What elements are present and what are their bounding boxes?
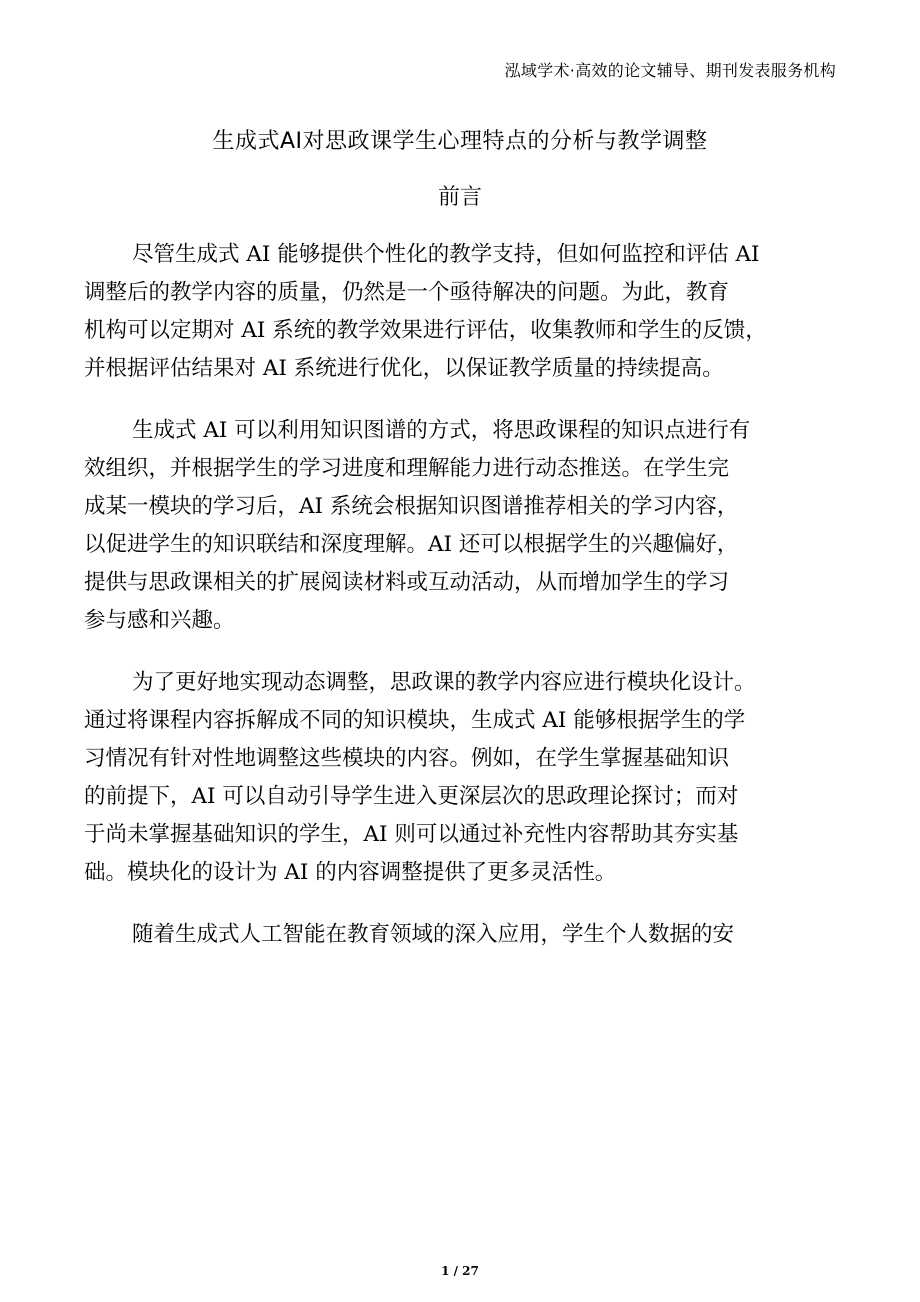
- page-number: 1 / 27: [441, 1264, 479, 1278]
- paragraph-line: 以促进学生的知识联结和深度理解。AI 还可以根据学生的兴趣偏好，: [84, 532, 739, 557]
- paragraph: [84, 916, 844, 954]
- paragraph-line: 随着生成式人工智能在教育领域的深入应用，学生个人数据的安: [132, 922, 735, 947]
- paragraph-line: 并根据评估结果对 AI 系统进行优化，以保证教学质量的持续提高。: [84, 356, 724, 381]
- paragraph: [84, 412, 844, 640]
- paragraph: [84, 236, 844, 388]
- paragraph-line: 提供与思政课相关的扩展阅读材料或互动活动，从而增加学生的学习: [84, 570, 730, 595]
- paragraph-line: 调整后的教学内容的质量，仍然是一个亟待解决的问题。为此，教育: [84, 280, 730, 305]
- section-heading: 前言: [437, 185, 482, 210]
- paragraph-line: 参与感和兴趣。: [84, 608, 235, 633]
- paragraph: [84, 664, 844, 892]
- paragraph-line: 的前提下，AI 可以自动引导学生进入更深层次的思政理论探讨；而对: [84, 784, 739, 809]
- paragraph-line: 为了更好地实现动态调整，思政课的教学内容应进行模块化设计。: [132, 670, 756, 695]
- paragraph-line: 效组织，并根据学生的学习进度和理解能力进行动态推送。在学生完: [84, 456, 730, 481]
- paragraph-line: 成某一模块的学习后，AI 系统会根据知识图谱推荐相关的学习内容，: [84, 494, 739, 519]
- paragraph-line: 机构可以定期对 AI 系统的教学效果进行评估，收集教师和学生的反馈，: [84, 318, 767, 343]
- paragraph-line: 通过将课程内容拆解成不同的知识模块，生成式 AI 能够根据学生的学: [84, 708, 746, 733]
- page-header: 泓域学术·高效的论文辅导、期刊发表服务机构: [504, 61, 836, 80]
- paragraph-line: 于尚未掌握基础知识的学生，AI 则可以通过补充性内容帮助其夯实基: [84, 822, 739, 847]
- paragraph-line: 生成式 AI 可以利用知识图谱的方式，将思政课程的知识点进行有: [132, 418, 751, 443]
- paragraph-line: 习情况有针对性地调整这些模块的内容。例如，在学生掌握基础知识: [84, 746, 730, 771]
- paragraph-line: 础。模块化的设计为 AI 的内容调整提供了更多灵活性。: [84, 860, 617, 885]
- document-body: [84, 236, 844, 978]
- paragraph-line: 尽管生成式 AI 能够提供个性化的教学支持，但如何监控和评估 AI: [132, 242, 760, 267]
- document-title: 生成式AI对思政课学生心理特点的分析与教学调整: [212, 129, 708, 154]
